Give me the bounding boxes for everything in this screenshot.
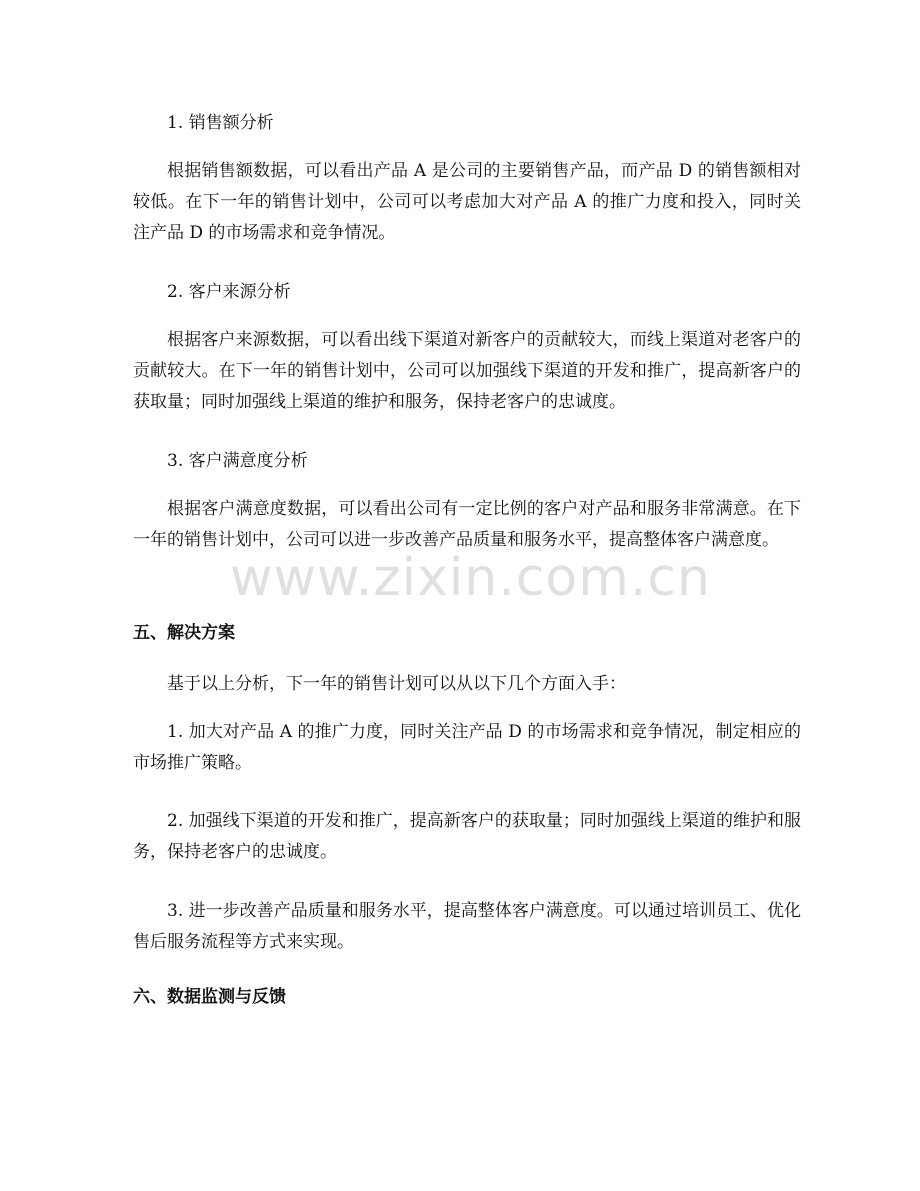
satisfaction-text: 根据客户满意度数据，可以看出公司有一定比例的客户对产品和服务非常满意。在下一年的销售计划中，公司可以进一步改善产品质量和服务水平，提高整体客户满意度。 — [133, 499, 801, 550]
watermark: www.zixin.com.cn — [230, 548, 711, 608]
customer-source-text: 根据客户来源数据，可以看出线下渠道对新客户的贡献较大，而线上渠道对老客户的贡献较大。在下一年的销售计划中，公司可以加强线下渠道的开发和推广，提高新客户的获取量；同时加强线上渠道的维护和服务，保持老客户的忠诚度。 — [133, 330, 801, 412]
customer-source-title: 2. 客户来源分析 — [167, 282, 291, 302]
sales-analysis-text: 根据销售额数据，可以看出产品 A 是公司的主要销售产品，而产品 D 的销售额相对较低。在下一年的销售计划中，公司可以考虑加大对产品 A 的推广力度和投入，同时关注产品 D 的市场需求和竞争情况。 — [133, 161, 801, 243]
sales-analysis-title: 1. 销售额分析 — [167, 113, 274, 133]
solutions-heading: 五、解决方案 — [133, 623, 235, 643]
solution-item-3: 3. 进一步改善产品质量和服务水平，提高整体客户满意度。可以通过培训员工、优化售后服务流程等方式来实现。 — [133, 901, 801, 952]
satisfaction-title: 3. 客户满意度分析 — [167, 451, 308, 471]
monitoring-heading: 六、数据监测与反馈 — [133, 987, 286, 1007]
solution-item-2: 2. 加强线下渠道的开发和推广，提高新客户的获取量；同时加强线上渠道的维护和服务，保持老客户的忠诚度。 — [133, 811, 801, 862]
solutions-intro: 基于以上分析，下一年的销售计划可以从以下几个方面入手： — [167, 674, 626, 694]
solution-item-1: 1. 加大对产品 A 的推广力度，同时关注产品 D 的市场需求和竞争情况，制定相应的市场推广策略。 — [133, 722, 801, 773]
